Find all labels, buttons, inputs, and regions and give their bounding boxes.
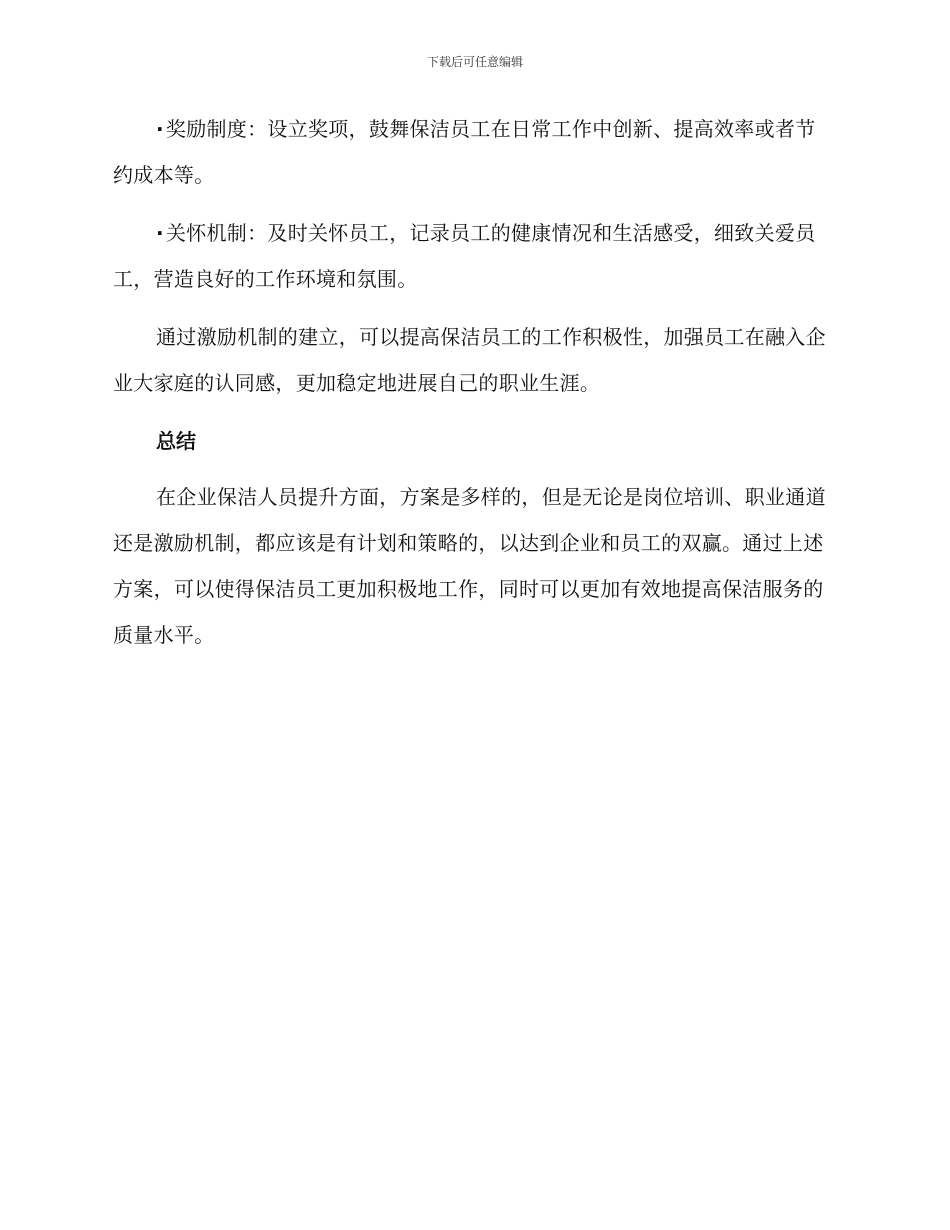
document-body: [113, 106, 833, 670]
section-heading-summary: 总结: [156, 429, 196, 453]
bullet-text: 关怀机制：及时关怀员工，记录员工的健康情况和生活感受，细致关爱员工，营造良好的工作环境和氛围。: [113, 221, 816, 291]
page-header-note: 下载后可任意编辑: [426, 55, 523, 69]
bullet-reward-system: [113, 106, 833, 198]
paragraph-incentive: 通过激励机制的建立，可以提高保洁员工的工作积极性，加强员工在融入企业大家庭的认同感，更加稳定地进展自己的职业生涯。: [113, 325, 826, 395]
bullet-text: 奖励制度：设立奖项，鼓舞保洁员工在日常工作中创新、提高效率或者节约成本等。: [113, 117, 816, 187]
bullet-care-mechanism: [113, 210, 833, 302]
bullet-marker: ·: [156, 117, 164, 141]
paragraph-summary: 在企业保洁人员提升方面，方案是多样的，但是无论是岗位培训、职业通道还是激励机制，都应该是有计划和策略的，以达到企业和员工的双赢。通过上述方案，可以使得保洁员工更加积极地工作，同时可以更加有效地提高保洁服务的质量水平。: [113, 485, 826, 647]
bullet-marker: ·: [156, 221, 164, 245]
